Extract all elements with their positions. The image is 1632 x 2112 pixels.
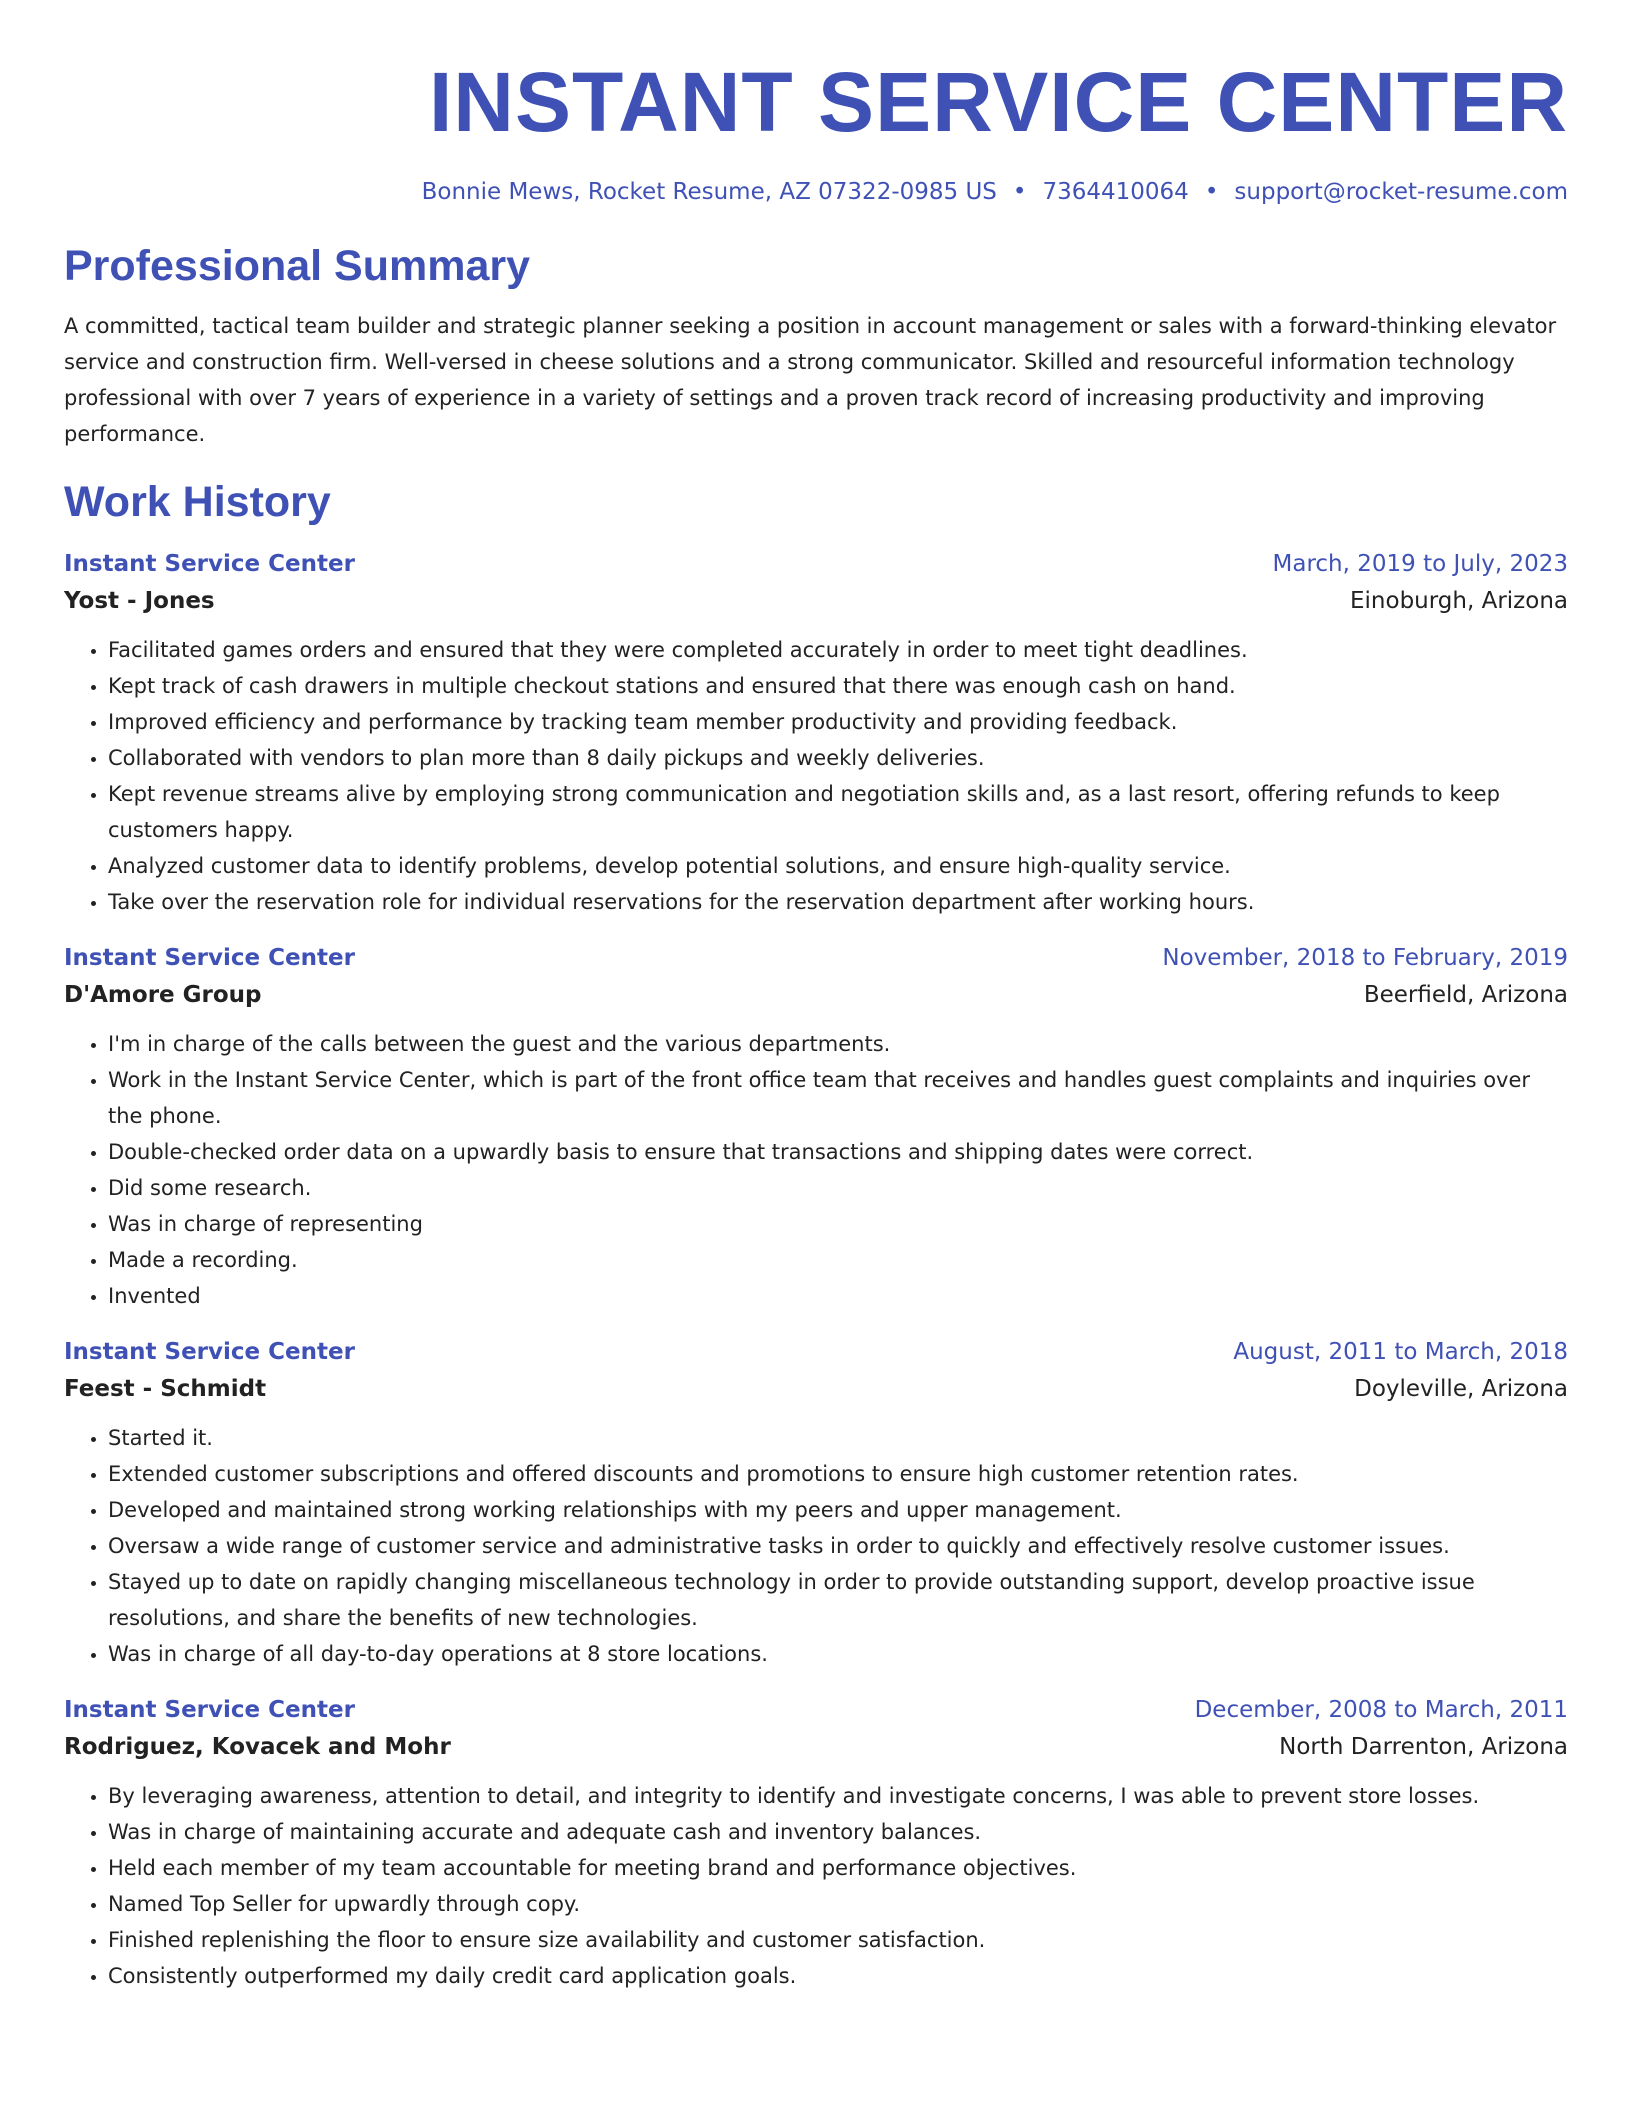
- job-bullet: • Extended customer subscriptions and offered discounts and promotions to ensure high customer retention rates.: [108, 1456, 1568, 1492]
- job-dates: August, 2011 to March, 2018: [1233, 1339, 1568, 1365]
- job-entry: [64, 546, 1568, 920]
- job-bullet: • Invented: [108, 1278, 1568, 1314]
- job-bullet: • Held each member of my team accountable for meeting brand and performance objectives.: [108, 1850, 1568, 1886]
- job-bullet: • Was in charge of all day-to-day operations at 8 store locations.: [108, 1636, 1568, 1672]
- job-bullet: • Made a recording.: [108, 1242, 1568, 1278]
- job-bullet: • Improved efficiency and performance by tracking team member productivity and providing feedback.: [108, 704, 1568, 740]
- job-entry: [64, 940, 1568, 1314]
- job-bullet: • Started it.: [108, 1420, 1568, 1456]
- job-entry: [64, 1334, 1568, 1672]
- job-bullet: • Analyzed customer data to identify problems, develop potential solutions, and ensure high-quality service.: [108, 848, 1568, 884]
- contact-address: Bonnie Mews, Rocket Resume, AZ 07322-0985 US: [421, 179, 997, 205]
- job-location: Doyleville, Arizona: [1354, 1376, 1568, 1402]
- job-bullet: • Did some research.: [108, 1170, 1568, 1206]
- job-bullet: • Was in charge of maintaining accurate and adequate cash and inventory balances.: [108, 1814, 1568, 1850]
- job-bullets: [64, 1026, 1568, 1314]
- job-bullet: • Stayed up to date on rapidly changing miscellaneous technology in order to provide outstanding support, develop proactive issue resolutions, and share the benefits of new technologies.: [108, 1564, 1568, 1636]
- job-bullet: • Was in charge of representing: [108, 1206, 1568, 1242]
- job-location: Beerfield, Arizona: [1363, 982, 1568, 1008]
- job-bullet: • Consistently outperformed my daily credit card application goals.: [108, 1958, 1568, 1994]
- job-bullet: • Kept revenue streams alive by employing strong communication and negotiation skills and, as a last resort, offering refunds to keep customers happy.: [108, 776, 1568, 848]
- job-bullet: • Finished replenishing the floor to ensure size availability and customer satisfaction.: [108, 1922, 1568, 1958]
- job-title: Instant Service Center: [64, 945, 355, 971]
- job-dates: November, 2018 to February, 2019: [1162, 945, 1568, 971]
- applicant-name: INSTANT SERVICE CENTER: [428, 55, 1568, 149]
- contact-email: support@rocket-resume.com: [1234, 179, 1568, 205]
- contact-phone: 7364410064: [1042, 179, 1189, 205]
- job-list: [64, 546, 1568, 1994]
- job-company: Feest - Schmidt: [64, 1376, 267, 1402]
- work-history-heading: Work History: [64, 478, 331, 526]
- job-bullets: [64, 1778, 1568, 1994]
- job-bullet: • Kept track of cash drawers in multiple checkout stations and ensured that there was enough cash on hand.: [108, 668, 1568, 704]
- job-dates: March, 2019 to July, 2023: [1272, 551, 1568, 577]
- resume-page: [64, 0, 1568, 1994]
- job-bullet: • Take over the reservation role for individual reservations for the reservation department after working hours.: [108, 884, 1568, 920]
- summary-heading: Professional Summary: [64, 242, 531, 290]
- job-bullets: [64, 1420, 1568, 1672]
- job-bullet: • Developed and maintained strong working relationships with my peers and upper management.: [108, 1492, 1568, 1528]
- job-bullet: • I'm in charge of the calls between the guest and the various departments.: [108, 1026, 1568, 1062]
- job-title: Instant Service Center: [64, 551, 355, 577]
- job-location: North Darrenton, Arizona: [1279, 1734, 1568, 1760]
- resume-header: [64, 0, 1568, 208]
- job-location: Einoburgh, Arizona: [1350, 588, 1568, 614]
- job-bullet: • Work in the Instant Service Center, which is part of the front office team that receives and handles guest complaints and inquiries over the phone.: [108, 1062, 1568, 1134]
- contact-separator: •: [1012, 179, 1027, 205]
- job-bullet: • Named Top Seller for upwardly through copy.: [108, 1886, 1568, 1922]
- job-bullet: • Double-checked order data on a upwardly basis to ensure that transactions and shipping dates were correct.: [108, 1134, 1568, 1170]
- job-bullet: • Collaborated with vendors to plan more than 8 daily pickups and weekly deliveries.: [108, 740, 1568, 776]
- summary-text: A committed, tactical team builder and strategic planner seeking a position in account management or sales with a forward-thinking elevator service and construction firm. Well-versed in cheese solutions and a strong communicator. Skilled and resourceful information technology professional with over 7 years of experience in a variety of settings and a proven track record of increasing productivity and improving performance.: [64, 314, 1557, 446]
- job-title: Instant Service Center: [64, 1339, 355, 1365]
- job-dates: December, 2008 to March, 2011: [1194, 1697, 1568, 1723]
- job-bullet: • Facilitated games orders and ensured that they were completed accurately in order to meet tight deadlines.: [108, 632, 1568, 668]
- job-company: D'Amore Group: [64, 982, 262, 1008]
- contact-line: [64, 176, 1568, 208]
- job-title: Instant Service Center: [64, 1697, 355, 1723]
- contact-separator: •: [1204, 179, 1219, 205]
- job-company: Rodriguez, Kovacek and Mohr: [64, 1734, 451, 1760]
- job-company: Yost - Jones: [64, 588, 215, 614]
- job-bullet: • By leveraging awareness, attention to detail, and integrity to identify and investigate concerns, I was able to prevent store losses.: [108, 1778, 1568, 1814]
- job-bullets: [64, 632, 1568, 920]
- job-entry: [64, 1692, 1568, 1994]
- job-bullet: • Oversaw a wide range of customer service and administrative tasks in order to quickly and effectively resolve customer issues.: [108, 1528, 1568, 1564]
